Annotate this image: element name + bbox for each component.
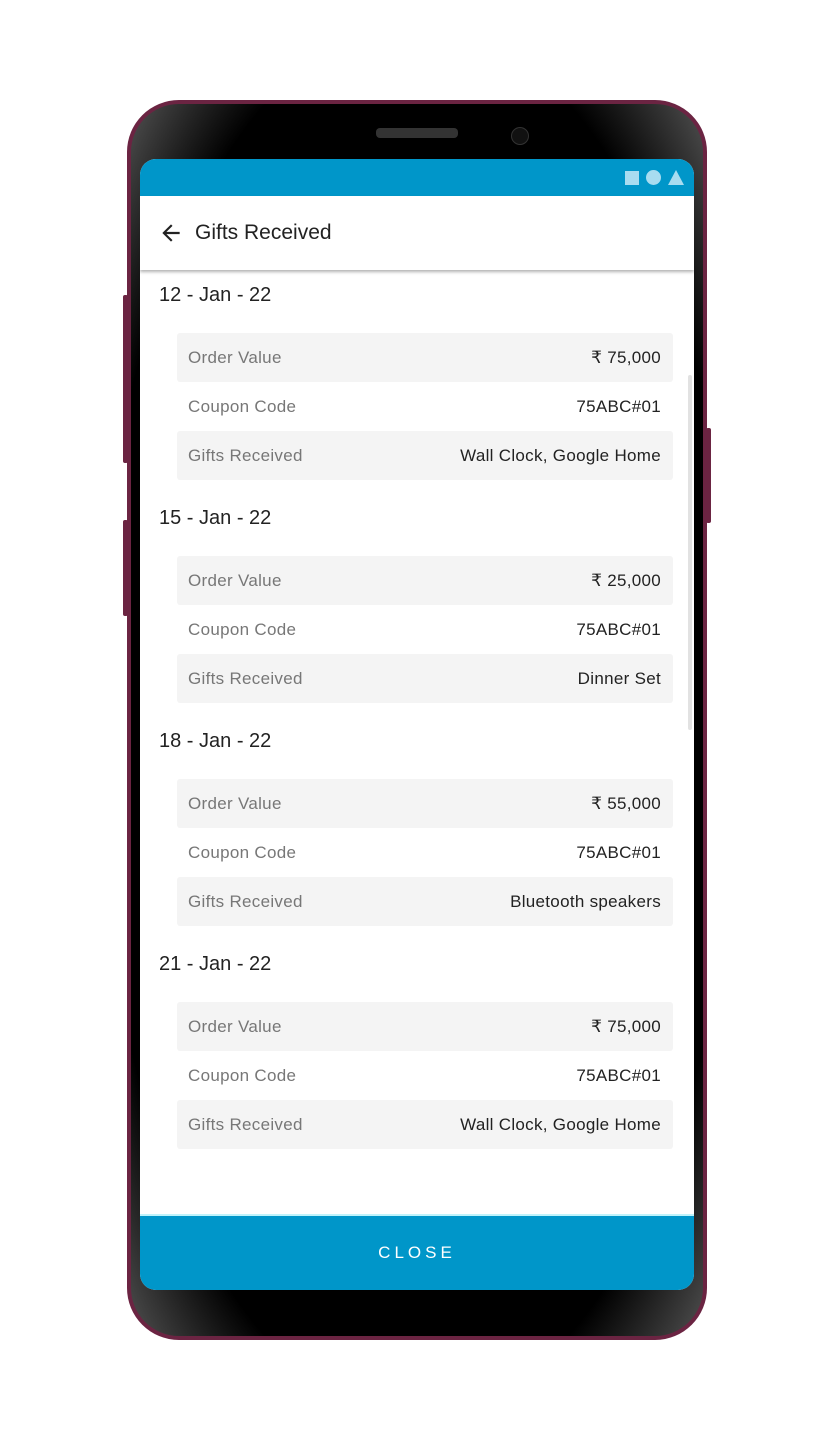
speaker (376, 128, 458, 138)
detail-row (177, 1051, 673, 1100)
entry-date: 12 - Jan - 22 (159, 284, 272, 306)
volume-button (123, 295, 128, 463)
row-label: Gifts Received (188, 668, 303, 688)
detail-row (177, 654, 673, 703)
row-label: Order Value (188, 347, 282, 367)
page-title: Gifts Received (195, 221, 332, 244)
row-value: ₹ 55,000 (591, 793, 661, 813)
row-value: ₹ 75,000 (591, 1016, 661, 1036)
scrollbar[interactable] (688, 375, 692, 730)
gift-list[interactable] (140, 270, 694, 1216)
row-label: Gifts Received (188, 445, 303, 465)
entry-card (177, 333, 673, 480)
row-value: 75ABC#01 (576, 842, 661, 862)
entry-card (177, 1002, 673, 1149)
status-bar (140, 159, 694, 196)
detail-row (177, 828, 673, 877)
back-arrow-icon[interactable] (158, 220, 184, 246)
row-value: Dinner Set (577, 668, 661, 688)
detail-row (177, 779, 673, 828)
detail-row (177, 333, 673, 382)
entry-date: 21 - Jan - 22 (159, 953, 272, 975)
row-value: 75ABC#01 (576, 619, 661, 639)
close-button[interactable]: CLOSE (140, 1214, 694, 1290)
row-label: Gifts Received (188, 1114, 303, 1134)
triangle-icon (668, 170, 684, 185)
row-label: Order Value (188, 570, 282, 590)
row-value: Wall Clock, Google Home (460, 445, 661, 465)
row-label: Order Value (188, 1016, 282, 1036)
row-label: Gifts Received (188, 891, 303, 911)
circle-icon (646, 170, 661, 185)
row-label: Coupon Code (188, 619, 297, 639)
screen (140, 159, 694, 1290)
square-icon (625, 171, 639, 185)
detail-row (177, 382, 673, 431)
row-value: 75ABC#01 (576, 396, 661, 416)
row-value: 75ABC#01 (576, 1065, 661, 1085)
entry-date: 15 - Jan - 22 (159, 507, 272, 529)
camera (511, 127, 529, 145)
entry-card (177, 556, 673, 703)
row-label: Coupon Code (188, 842, 297, 862)
entry-card (177, 779, 673, 926)
entry-date: 18 - Jan - 22 (159, 730, 272, 752)
row-value: Bluetooth speakers (510, 891, 661, 911)
row-label: Order Value (188, 793, 282, 813)
detail-row (177, 431, 673, 480)
detail-row (177, 877, 673, 926)
row-value: ₹ 25,000 (591, 570, 661, 590)
row-value: Wall Clock, Google Home (460, 1114, 661, 1134)
detail-row (177, 556, 673, 605)
detail-row (177, 1100, 673, 1149)
row-value: ₹ 75,000 (591, 347, 661, 367)
power-button (706, 428, 711, 523)
side-button (123, 520, 128, 616)
detail-row (177, 605, 673, 654)
row-label: Coupon Code (188, 1065, 297, 1085)
detail-row (177, 1002, 673, 1051)
row-label: Coupon Code (188, 396, 297, 416)
app-bar (140, 196, 694, 270)
